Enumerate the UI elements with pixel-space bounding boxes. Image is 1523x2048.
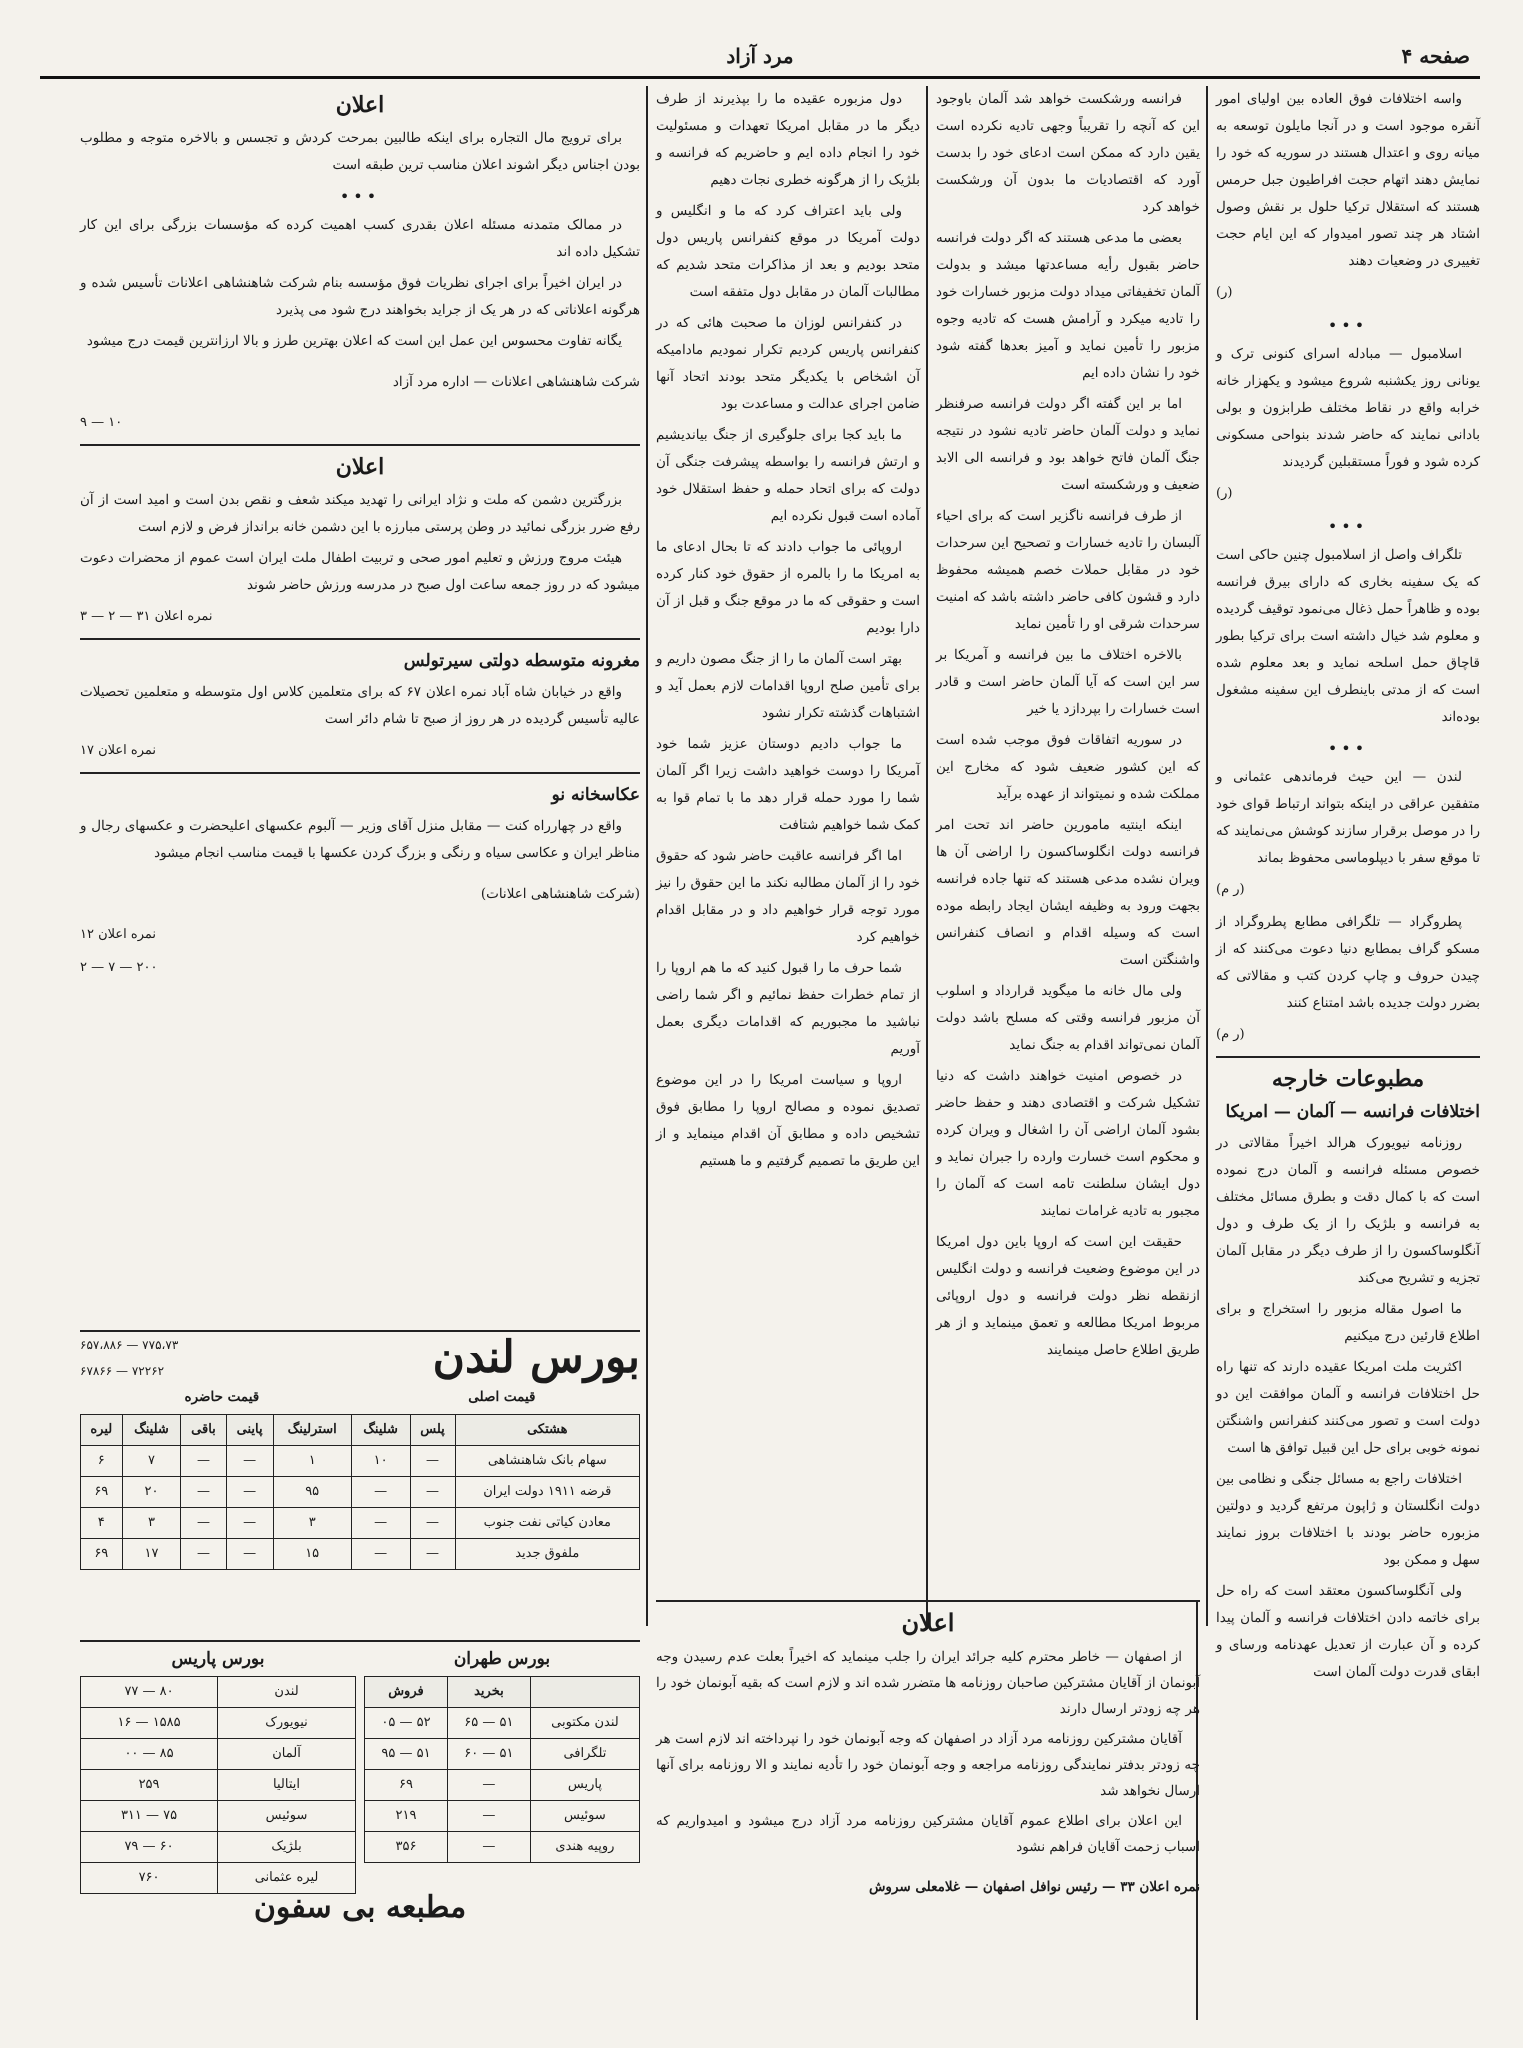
ad-number: ۲۰۰ — ۷ — ۲ [80,960,158,975]
table-cell: تلگرافی [530,1739,639,1770]
table-header: استرلینگ [273,1415,351,1446]
table-cell: لندن مکتوبی [530,1708,639,1739]
separator-stars: ••• [339,187,381,206]
ad-paragraph: یگانه تفاوت محسوس این عمل این است که اعلان بهترین طرز و بالا ارزانترین قیمت درج میشود [86,333,622,349]
table-body [81,1446,640,1570]
table-row [81,1863,356,1894]
printer-imprint [80,1890,640,1925]
article-paragraph: اکثریت ملت امریکا عقیده دارند که تنها راه حل اختلافات فرانسه و آلمان موافقت این دو دولت است و تصور می‌کنند کنفرانس واشنگتن نمونه خوبی برای حل این قبیل توافق ها است [1216,1359,1480,1456]
section-headline: مطبوعات خارجه [1271,1066,1425,1092]
column-1 [1216,86,1480,2016]
news-paragraph: پطروگراد — تلگرافی مطابع پطروگراد از مسکو گراف بمطابع دنیا دعوت می‌کنند که از چیدن حروف و چاپ کردن کتب و مقالاتی که بضرر دولت جدیده باشد امتناع کنند [1216,914,1480,1011]
article-paragraph: در کنفرانس لوزان ما صحبت هائی که در کنفرانس پاریس کردیم تکرار نمودیم مادامیکه آن اشخاص با یکدیگر متحد بودند اتحاد آنها ضامن اجرای عدالت و مساعدت بود [656,315,920,412]
divider [80,444,640,446]
column-rule [1206,86,1208,1626]
table-row [365,1801,640,1832]
article-paragraph: در خصوص امنیت خواهند داشت که دنیا تشکیل شرکت و اقتصادی دهند و حفظ حاضر بشود آلمان اراضی آن را اشغال و ویران کرده و محکوم است خسارت وارده را جبران نماید و دول ایشان سلطنت تامه است که آلمان را مجبور به تادیه غرامات نمایند [936,1068,1200,1219]
table-cell: — [447,1770,530,1801]
table-cell: — [181,1508,226,1539]
ad-number: نمره اعلان ۱۲ [80,927,157,942]
table-cell: ملفوق جدید [455,1539,639,1570]
table-header: شلینگ [351,1415,410,1446]
table-cell: — [226,1539,273,1570]
ad-title: مغرونه متوسطه دولتی سیرتولس [403,651,640,671]
table-cell: ۱۵ [273,1539,351,1570]
table-cell: ۲۵۹ [81,1770,218,1801]
column-3 [656,86,920,1586]
table-row [81,1770,356,1801]
table-row [81,1832,356,1863]
table-body [81,1677,356,1894]
table-cell: ۵۱ — ۶۰ [447,1739,530,1770]
table-row [365,1832,640,1863]
table-cell: — [226,1477,273,1508]
article-paragraph: روزنامه نیویورک هرالد اخیراً مقالاتی در خصوص مسئله فرانسه و آلمان درج نموده است که با کمال دقت و بطرق مسائل مختلف به فرانسه و بلژیک را از یک طرف و دول آنگلوساکسون را از طرف دیگر در مقابل آلمان تجزیه و تشریح می‌کند [1216,1135,1480,1286]
article-paragraph: ما اصول مقاله مزبور را استخراج و برای اطلاع قارئین درج میکنیم [1216,1301,1480,1344]
table-row [81,1801,356,1832]
ad-footer: (شرکت شاهنشاهی اعلانات) [480,885,640,902]
news-paragraph: واسه اختلافات فوق العاده بین اولیای امور آنقره موجود است و در آنجا مایلون توسعه به میانه روی و اعتدال هستند در سوریه که خود را نمایش دهند اتهام حجت افراطیون جبل حرمس هستند که استقلال ترکیا حلول بر نقش وصول اشتاد هر چند تصور امیدوار که این ایام حجت تغییری در وضعیات دهند [1216,91,1480,269]
table-row [365,1708,640,1739]
article-paragraph: ما باید کجا برای جلوگیری از جنگ بیاندیشیم و ارتش فرانسه را بواسطه پیشرفت جنگی آن دولت که برای اتحاد حمله و حفظ استقلال خود آماده است قبول نکرده ایم [656,427,920,524]
table-cell: ۸۵ — ۰۰ [81,1739,218,1770]
table-cell: ۱ [273,1446,351,1477]
bourse-london-header [80,1332,640,1384]
article-paragraph: از طرف فرانسه ناگزیر است که برای احیاء آلبسان را تادیه خسارات و تصحیح این سرحدات خود در مقابل حملات خصم همیشه محفوظ دارد و قشون کافی حاضر داشته باشد که امنیت سرحدات شرقی او را تأمین نماید [936,508,1200,632]
table-cell: معادن کیاتی نفت جنوب [455,1508,639,1539]
table-body [365,1708,640,1863]
article-paragraph: حقیقت این است که اروپا باین دول امریکا در این موضوع وضعیت فرانسه و دولت انگلیس ازنقطه نظر دولت فرانسه و دول اروپائی مربوط امریکا مطالعه و تعمق مینماید و از هر طریق اطلاع حاصل مینمایند [936,1234,1200,1358]
table-cell: ۱۰ [351,1446,410,1477]
ad-title: اعلان [335,454,385,480]
table-cell: سهام بانک شاهنشاهی [455,1446,639,1477]
table-cell: ۲۰ [122,1477,181,1508]
column-4-ads [80,86,640,1326]
news-source: (ر) [1216,486,1233,501]
table-header: هشتکی [455,1415,639,1446]
table-cell: روپیه هندی [530,1832,639,1863]
column-rule [646,86,648,1626]
ad-isfahan [656,1600,1200,1996]
bourse-london-original-price: قیمت اصلی [468,1389,536,1405]
table-row [81,1539,640,1570]
ad-paragraph: واقع در چهارراه کنت — مقابل منزل آقای وزیر — آلبوم عکسهای اعلیحضرت و عکسهای رجال و مناظر ایران و عکاسی سیاه و رنگی و بزرگ کردن عکسها با قیمت مناسب انجام میشود [80,818,640,861]
table-cell: ۷ [122,1446,181,1477]
table-cell: — [181,1446,226,1477]
table-header: بخرید [447,1677,530,1708]
bourse-tehran [364,1642,640,1862]
table-cell: نیویورک [218,1708,356,1739]
bourse-tehran-title: بورس طهران [453,1649,551,1669]
divider [80,772,640,774]
table-cell: — [410,1539,455,1570]
table-cell: بلژیک [218,1832,356,1863]
table-header: باقی [181,1415,226,1446]
separator-stars: ••• [1327,517,1369,536]
ad-title: اعلان [335,92,385,118]
table-cell: ۹۵ [273,1477,351,1508]
table-cell: — [410,1508,455,1539]
table-cell: ۳۵۶ [365,1832,448,1863]
table-cell: ۶۹ [81,1539,123,1570]
ad-footer: نمره اعلان ۳۳ — رئیس نوافل اصفهان — غلامعلی سروش [868,1878,1200,1895]
table-header [530,1677,639,1708]
article-paragraph: ولی باید اعتراف کرد که ما و انگلیس و دولت آمریکا در موقع کنفرانس پاریس دول متحد بودیم و بعد از مذاکرات متحد شدیم که مطالبات آلمان در مقابل دول متفقه است [656,203,920,300]
bourse-paris-table [80,1676,356,1894]
bourse-london [80,1330,640,1632]
table-cell: ۵۱ — ۹۵ [365,1739,448,1770]
ad-footer: شرکت شاهنشاهی اعلانات — اداره مرد آزاد [392,373,640,390]
article-paragraph: دول مزبوره عقیده ما را بپذیرند از طرف دیگر ما در مقابل امریکا تعهدات و مسئولیت خود را انجام داده ایم و حاضریم که فرانسه و بلژیک را از هرگونه خطری نجات دهیم [656,91,920,188]
table-cell: — [410,1446,455,1477]
table-cell: ۳ [273,1508,351,1539]
article-paragraph: ولی آنگلوساکسون معتقد است که راه حل برای خاتمه دادن اختلافات فرانسه و آلمان پیدا کرده و آن عبارت از تعدیل عهدنامه ورسای و ابقای قدرت دولت آلمان است [1216,1583,1480,1680]
table-cell: ۵۱ — ۶۵ [447,1708,530,1739]
bourse-tehran-paris [80,1640,640,1885]
ad-number: نمره اعلان ۳۱ — ۲ — ۳ [80,609,213,624]
table-cell: — [181,1477,226,1508]
table-cell: — [351,1508,410,1539]
bourse-paris-title: بورس پاریس [171,1649,265,1669]
table-row [81,1477,640,1508]
ad-paragraph: از اصفهان — خاطر محترم کلیه جرائد ایران را جلب مینماید که اخیراً بعلت عدم رسیدن وجه آبونمان از آقایان مشترکین صاحبان روزنامه ها متضرر شده اند و لازم است که بقیه آبونمان خود را هر چه زودتر ارسال دارند [656,1649,1200,1717]
article-paragraph: در سوریه اتفاقات فوق موجب شده است که این کشور ضعیف شود که مخارج این مملکت شده و نمیتواند از عهده برآید [936,732,1200,802]
table-header: شلینگ [122,1415,181,1446]
table-cell: ۶۹ [365,1770,448,1801]
table-cell: — [351,1477,410,1508]
newspaper-page [40,40,1480,2020]
article-paragraph: بالاخره اختلاف ما بین فرانسه و آمریکا بر سر این است که آیا آلمان حاضر است و قادر است خسارات را بپردازد یا خیر [936,647,1200,717]
table-cell: ایتالیا [218,1770,356,1801]
article-paragraph: اروپا و سیاست امریکا را در این موضوع تصدیق نموده و مصالح اروپا را مطابق فوق تشخیص داده و مطابق آن اقدام مینماید و از این طریق ما تصمیم گرفتیم و ما هستیم [656,1072,920,1169]
bourse-paris [80,1642,356,1885]
table-cell: ۱۷ [122,1539,181,1570]
ad-paragraph: هیئت مروج ورزش و تعلیم امور صحی و تربیت اطفال ملت ایران است عموم از محضرات دعوت میشود که در روز جمعه ساعت اول صبح در مدرسه ورزش حاضر شوند [80,550,640,593]
ad-paragraph: در ممالک متمدنه مسئله اعلان بقدری کسب اهمیت کرده که مؤسسات بزرگی برای این کار تشکیل داده اند [80,217,640,260]
table-row [81,1508,640,1539]
bourse-london-subheader [80,1384,640,1410]
newspaper-name: مرد آزاد [726,44,794,68]
masthead [40,40,1480,79]
table-cell: ۸۰ — ۷۷ [81,1677,218,1708]
divider [80,638,640,640]
table-cell: سوئیس [530,1801,639,1832]
table-row [365,1739,640,1770]
divider [1216,1056,1480,1058]
ad-paragraph: بزرگترین دشمن که ملت و نژاد ایرانی را تهدید میکند شعف و نقص بدن است و امید است از آن رفع ضرر بزرگی نمائید در وطن پرستی مبارزه با این دشمن خانه برانداز فرض و لازم است [80,492,640,535]
bourse-london-current-price: قیمت حاضره [184,1389,260,1405]
news-paragraph: تلگراف واصل از اسلامبول چنین حاکی است که یک سفینه بخاری که دارای بیرق فرانسه بوده و ظاهراً حمل ذغال می‌نمود توقیف گردیده و معلوم شد خیال داشته است برای ترکیا بطور قاچاق حمل اسلحه نماید و بعد معلوم شده است که از مدتی باینطرف این سفینه مشغول بوده‌اند [1216,547,1480,725]
table-row [81,1677,356,1708]
article-paragraph: اروپائی ما جواب دادند که تا بحال ادعای ما به امریکا ما را بالمره از حقوق خود کنار کرده است و حقوقی که ما در موقع جنگ و قبل از آن دارا بودیم [656,539,920,636]
table-row [365,1770,640,1801]
table-cell: — [410,1477,455,1508]
ad-paragraph: آقایان مشترکین روزنامه مرد آزاد در اصفهان که وجه آبونمان خود را نپرداخته اند لازم است هر چه زودتر بدفتر نمایندگی روزنامه مراجعه و وجه آبونمان خود را تأدیه نمایند و الا روزنامه برای آنها ارسال نخواهد شد [656,1731,1200,1799]
table-cell: ۶۹ [81,1477,123,1508]
ad-number: نمره اعلان ۱۷ [80,743,157,758]
news-paragraph: لندن — این حیث فرماندهی عثمانی و متفقین عراقی در اینکه بتواند ارتباط قوای خود را در موصل برقرار سازند کوشش می‌نمایند که تا موقع سفر با دیپلوماسی محفوظ بماند [1216,769,1480,866]
table-cell: ۱۵۸۵ — ۱۶ [81,1708,218,1739]
column-rule [926,86,928,1626]
news-source: (ر م) [1216,882,1245,897]
table-cell: لندن [218,1677,356,1708]
ad-title: عکاسخانه نو [551,785,640,805]
ad-paragraph: برای ترویج مال التجاره برای اینکه طالبین بمرحت کردش و تجسس و بالاخره متوجه و مطلوب بودن اجناس دیگر اشوند اعلان مناسب ترین طبقه است [80,130,640,173]
bourse-london-title: بورس لندن [432,1332,640,1383]
table-row [81,1708,356,1739]
article-paragraph: ولی مال خانه ما میگوید قرارداد و اسلوب آن مزبور فرانسه وقتی که مسلح باشد دولت آلمان نمی‌تواند اقدام به جنگ نماید [936,983,1200,1053]
ad-paragraph: واقع در خیابان شاه آباد نمره اعلان ۶۷ که برای متعلمین کلاس اول متوسطه و متعلمین تحصیلات عالیه تأسیس گردیده در هر روز از صبح تا شام دائر است [80,684,640,727]
table-cell: سوئیس [218,1801,356,1832]
article-paragraph: اختلافات راجع به مسائل جنگی و نظامی بین دولت انگلستان و ژاپون مرتفع گردید و دولتین مزبوره حاضر بودند با اختلافات بروز نمایند سهل و ممکن بود [1216,1471,1480,1568]
ad-paragraph: این اعلان برای اطلاع عموم آقایان مشترکین روزنامه مرد آزاد درج میشود و امیدواریم که اسباب زحمت آقایان فراهم نشود [656,1813,1200,1855]
article-paragraph: ما جواب دادیم دوستان عزیز شما خود آمریکا را دوست خواهید داشت زیرا اگر آلمان شما را مورد حمله قرار دهد ما با تمام قوا به کمک شما خواهیم شتافت [656,736,920,833]
bourse-london-table [80,1414,640,1570]
table-cell: ۲۱۹ [365,1801,448,1832]
table-cell: ۶۰ — ۷۹ [81,1832,218,1863]
printer-name: مطبعه بی سفون [253,1890,467,1925]
ad-number: ۱۰ — ۹ [80,415,123,430]
article-paragraph: اما بر این گفته اگر دولت فرانسه صرفنظر نماید و دولت آلمان حاضر تادیه نشود در نتیجه جنگ آلمان فاتح خواهد بود و فرانسه الی الابد ضعیف و ورشکسته است [936,396,1200,493]
table-cell: لیره عثمانی [218,1863,356,1894]
article-subhead: اختلافات فرانسه — آلمان — امریکا [1225,1102,1480,1122]
table-cell: — [447,1801,530,1832]
separator-stars: ••• [1327,316,1369,335]
news-paragraph: اسلامبول — مبادله اسرای کنونی ترک و یونانی روز یکشنبه شروع میشود و یکهزار خانه خرابه واقع در نقاط مختلف طرابزون و بولی بادانی نمایند که حاضر شدند بنواحی مسکونی کرده شود و فوراً مستقبلین گردیدند [1216,346,1480,470]
column-2 [936,86,1200,1586]
table-cell: قرضه ۱۹۱۱ دولت ایران [455,1477,639,1508]
ad-paragraph: در ایران اخیراً برای اجرای نظریات فوق مؤسسه بنام شرکت شاهنشاهی اعلانات تأسیس شده و هرگونه اعلاناتی که در هر یک از جراید بخواهند درج شود می پذیرد [80,275,640,318]
table-cell: — [181,1539,226,1570]
bourse-london-figures: ۶۵۷،۸۸۶ — ۷۷۵،۷۳ ۶۷۸۶۶ — ۷۲۲۶۲ [80,1338,179,1378]
table-row [81,1739,356,1770]
table-header: پاینی [226,1415,273,1446]
table-cell: ۶ [81,1446,123,1477]
article-paragraph: اما اگر فرانسه عاقبت حاضر شود که حقوق خود را از آلمان مطالبه نکند ما این حقوق را نیز مورد توجه قرار خواهیم داد و در مقابل اقدام خواهیم کرد [656,848,920,945]
table-cell: ۳ [122,1508,181,1539]
article-paragraph: شما حرف ما را قبول کنید که ما هم اروپا را از تمام خطرات حفظ نمائیم و اگر شما راضی نباشید ما مجبوریم که اقدامات دیگری بعمل آوریم [656,960,920,1057]
table-row [81,1446,640,1477]
table-cell: — [447,1832,530,1863]
table-cell: ۷۵ — ۳۱۱ [81,1801,218,1832]
page-number: صفحه ۴ [1401,44,1470,68]
article-paragraph: اینکه اینتیه مامورین حاضر اند تحت امر فرانسه دولت انگلوساکسون را اراضی آن ها ویران نشده مدعی هستند که تنها جاده فرانسه بجهت ورود به وظیفه ایشان ایجاد رابطه موده است که وسیله اقدام و انصاف کنفرانس واشنگتن است [936,817,1200,968]
news-source: (ر) [1216,285,1233,300]
table-cell: — [226,1446,273,1477]
article-paragraph: فرانسه ورشکست خواهد شد آلمان باوجود این که آنچه را تقریباً وجهی تادیه نکرده است یقین دارد که ممکن است ادعای خود را بدست آورد که اقتصادیات ما بدون آن ورشکست خواهد کرد [936,91,1200,215]
table-cell: — [351,1539,410,1570]
table-cell: — [226,1508,273,1539]
ad-title: اعلان [901,1608,955,1637]
table-header: لیره [81,1415,123,1446]
table-header: پلس [410,1415,455,1446]
table-header: فروش [365,1677,448,1708]
table-cell: ۴ [81,1508,123,1539]
table-cell: پاریس [530,1770,639,1801]
bourse-tehran-table [364,1676,640,1863]
table-cell: آلمان [218,1739,356,1770]
table-header-row [81,1415,640,1446]
table-header-row [365,1677,640,1708]
table-cell: ۵۲ — ۰۵ [365,1708,448,1739]
separator-stars: ••• [1327,739,1369,758]
table-cell: ۷۶۰ [81,1863,218,1894]
article-paragraph: بعضی ما مدعی هستند که اگر دولت فرانسه حاضر بقبول رأیه مساعدتها میشد و بدولت آلمان تخفیفاتی میداد دولت مزبور خسارات خود را تادیه میکرد و آرامش هست که تادیه وجوه مزبور را تأمین نماید و آمیز بعدها گفته شود خود را نشان داده ایم [936,230,1200,381]
article-paragraph: بهتر است آلمان ما را از جنگ مصون داریم و برای تأمین صلح اروپا اقدامات لازم بعمل آید و اشتباهات گذشته تکرار نشود [656,651,920,721]
news-source: (ر م) [1216,1027,1245,1042]
